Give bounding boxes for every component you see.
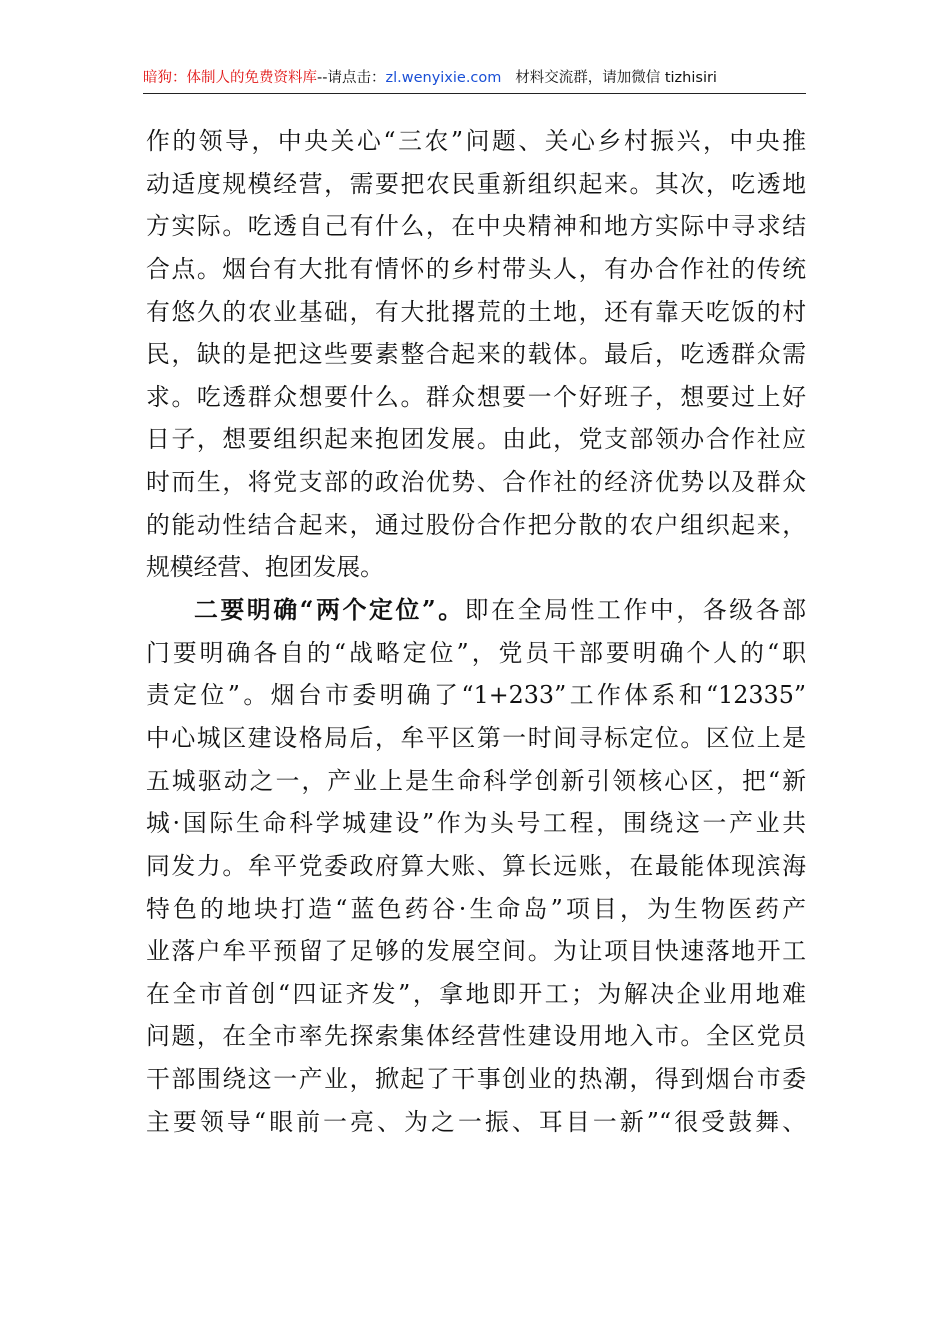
paragraph-line: 问题，在全市率先探索集体经营性建设用地入市。全区党员	[146, 1022, 806, 1051]
paragraph-line-rest: 即在全局性工作中，各级各部	[464, 596, 806, 625]
paragraph-2	[146, 589, 806, 1143]
paragraph-1	[146, 120, 806, 589]
paragraph-line: 求。吃透群众想要什么。群众想要一个好班子，想要过上好	[146, 382, 806, 411]
header-click-prompt: --请点击：	[317, 70, 386, 86]
paragraph-line: 方实际。吃透自己有什么，在中央精神和地方实际中寻求结	[146, 212, 806, 241]
paragraph-line: 日子，想要组织起来抱团发展。由此，党支部领办合作社应	[146, 425, 806, 454]
header-site-name: 暗狗：体制人的免费资料库	[143, 70, 317, 86]
section-heading: 二要明确“两个定位”。	[194, 596, 465, 625]
paragraph-line: 作的领导，中央关心“三农”问题、关心乡村振兴，中央推	[146, 127, 806, 155]
paragraph-line: 有悠久的农业基础，有大批撂荒的土地，还有靠天吃饭的村	[146, 297, 806, 326]
header-divider	[143, 93, 806, 94]
paragraph-line: 民，缺的是把这些要素整合起来的载体。最后，吃透群众需	[146, 340, 806, 369]
paragraph-line: 合点。烟台有大批有情怀的乡村带头人，有办合作社的传统	[146, 254, 806, 283]
paragraph-line: 城·国际生命科学城建设”作为头号工程，围绕这一产业共	[146, 809, 806, 838]
paragraph-line: 门要明确各自的“战略定位”，党员干部要明确个人的“职	[146, 638, 806, 667]
paragraph-first-line	[146, 589, 806, 632]
paragraph-line: 业落户牟平预留了足够的发展空间。为让项目快速落地开工	[146, 937, 806, 966]
paragraph-line: 中心城区建设格局后，牟平区第一时间寻标定位。区位上是	[146, 723, 806, 752]
paragraph-line: 动适度规模经营，需要把农民重新组织起来。其次，吃透地	[146, 169, 806, 198]
paragraph-line: 干部围绕这一产业，掀起了干事创业的热潮，得到烟台市委	[146, 1065, 806, 1094]
paragraph-line: 主要领导“眼前一亮、为之一振、耳目一新”“很受鼓舞、	[146, 1107, 806, 1136]
paragraph-line: 责定位”。烟台市委明确了“1+233”工作体系和“12335”	[146, 681, 806, 710]
page-header	[143, 66, 806, 90]
paragraph-line: 特色的地块打造“蓝色药谷·生命岛”项目，为生物医药产	[146, 894, 806, 923]
paragraph-line: 五城驱动之一，产业上是生命科学创新引领核心区，把“新	[146, 766, 806, 795]
paragraph-line: 在全市首创“四证齐发”，拿地即开工；为解决企业用地难	[146, 979, 806, 1008]
paragraph-line: 的能动性结合起来，通过股份合作把分散的农户组织起来，	[146, 510, 806, 539]
paragraph-line: 规模经营、抱团发展。	[146, 553, 384, 582]
paragraph-line: 同发力。牟平党委政府算大账、算长远账，在最能体现滨海	[146, 851, 806, 880]
header-url-link[interactable]: zl.wenyixie.com	[385, 70, 502, 86]
paragraph-line: 时而生，将党支部的政治优势、合作社的经济优势以及群众	[146, 468, 806, 497]
header-wechat-note: 材料交流群，请加微信 tizhisiri	[515, 70, 717, 86]
document-body	[146, 120, 806, 1143]
